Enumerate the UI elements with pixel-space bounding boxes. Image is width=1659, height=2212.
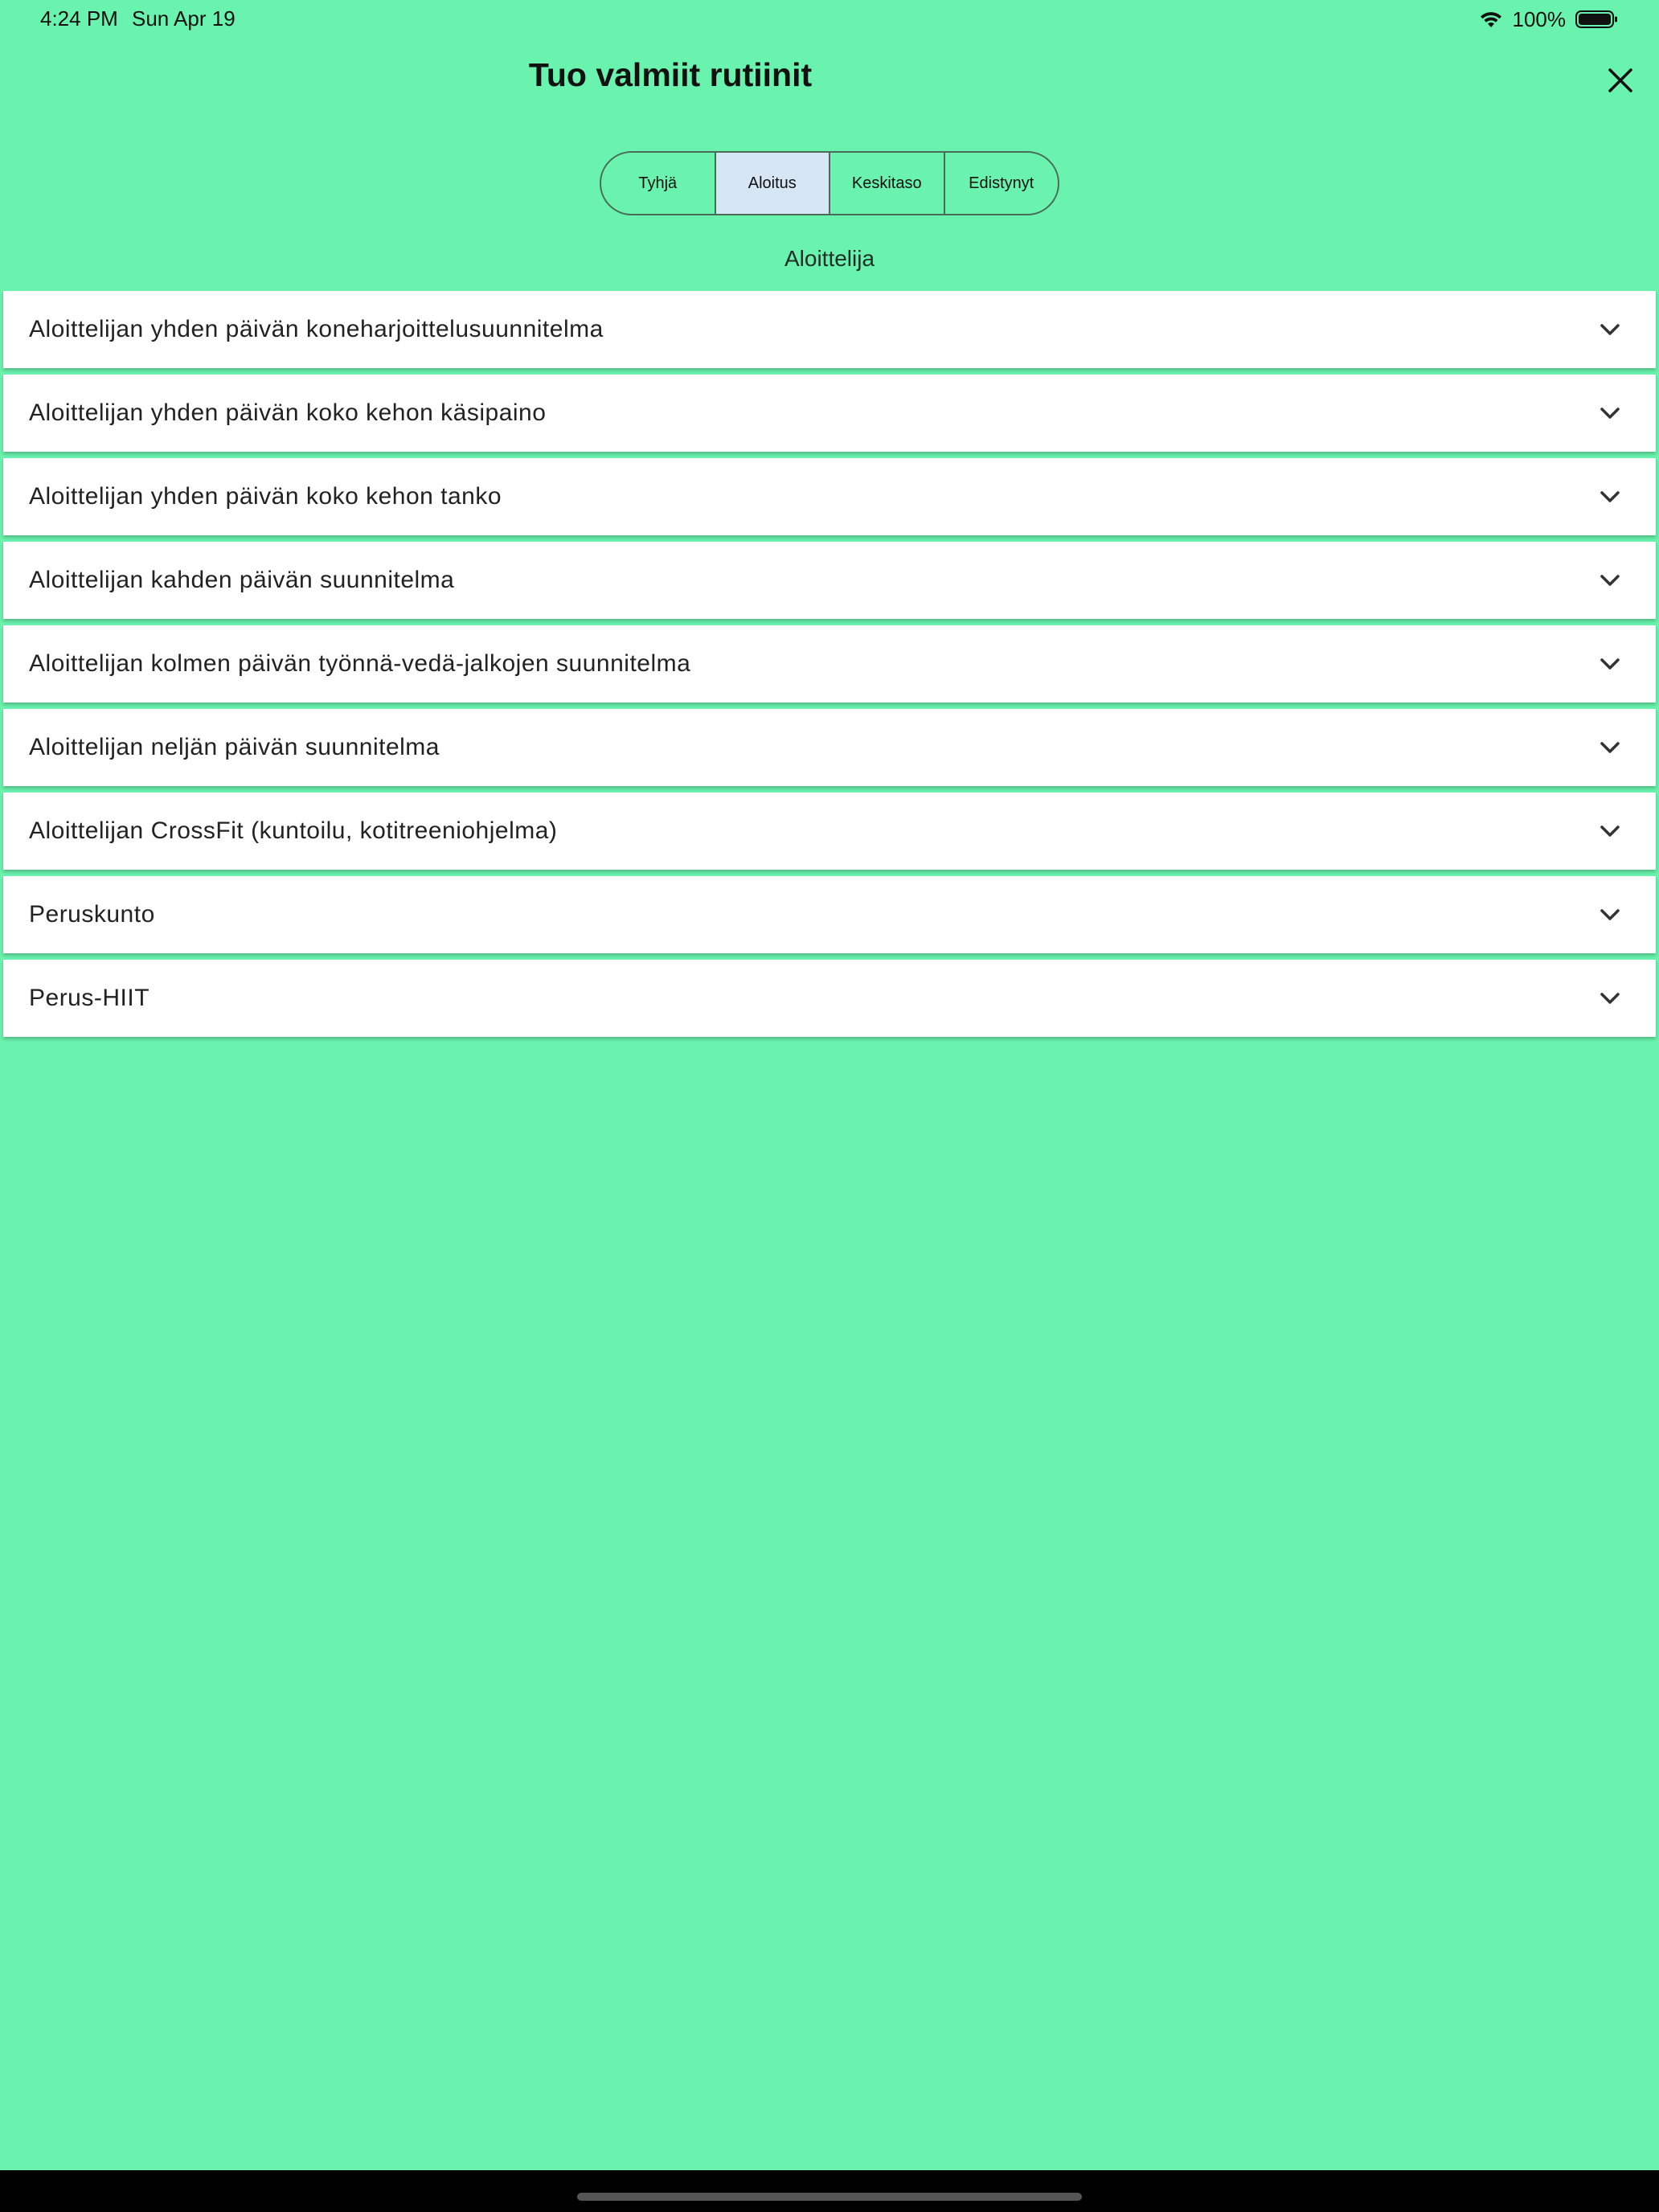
list-item[interactable] <box>3 458 1656 535</box>
level-segmented-control <box>600 151 1059 215</box>
section-label: Aloittelija <box>784 246 875 271</box>
routine-name: Aloittelijan yhden päivän koko kehon käsipaino <box>29 399 547 426</box>
routine-name: Peruskunto <box>29 901 155 928</box>
routine-name: Aloittelijan kolmen päivän työnnä-vedä-jalkojen suunnitelma <box>29 650 691 677</box>
close-icon <box>1607 67 1634 94</box>
routine-name: Aloittelijan CrossFit (kuntoilu, kotitreeniohjelma) <box>29 817 558 844</box>
battery-percentage: 100% <box>1512 6 1566 31</box>
chevron-down-icon[interactable] <box>1598 986 1622 1010</box>
routine-name: Aloittelijan kahden päivän suunnitelma <box>29 567 455 593</box>
chevron-down-icon[interactable] <box>1598 735 1622 760</box>
chevron-down-icon[interactable] <box>1598 652 1622 676</box>
list-item[interactable] <box>3 793 1656 870</box>
chevron-down-icon[interactable] <box>1598 485 1622 509</box>
routine-name: Aloittelijan neljän päivän suunnitelma <box>29 734 440 760</box>
battery-icon <box>1575 10 1619 29</box>
routine-name: Perus-HIIT <box>29 985 150 1011</box>
list-item[interactable] <box>3 709 1656 786</box>
routine-name: Aloittelijan yhden päivän koneharjoittelusuunnitelma <box>29 316 604 342</box>
chevron-down-icon[interactable] <box>1598 317 1622 342</box>
routine-list <box>3 291 1656 1043</box>
list-item[interactable] <box>3 375 1656 452</box>
close-button[interactable] <box>1600 59 1641 101</box>
chevron-down-icon[interactable] <box>1598 903 1622 927</box>
bottom-bar <box>0 2170 1659 2212</box>
list-item[interactable] <box>3 876 1656 953</box>
routine-name: Aloittelijan yhden päivän koko kehon tanko <box>29 483 502 510</box>
segment-edistynyt[interactable]: Edistynyt <box>944 153 1059 214</box>
segment-keskitaso[interactable]: Keskitaso <box>829 153 944 214</box>
chevron-down-icon[interactable] <box>1598 568 1622 592</box>
list-item[interactable] <box>3 291 1656 368</box>
list-item[interactable] <box>3 960 1656 1037</box>
status-indicators <box>1479 6 1620 32</box>
chevron-down-icon[interactable] <box>1598 401 1622 425</box>
segment-tyhja[interactable]: Tyhjä <box>638 174 678 192</box>
status-bar <box>0 0 1659 39</box>
page-title: Tuo valmiit rutiinit <box>528 56 813 93</box>
chevron-down-icon[interactable] <box>1598 819 1622 843</box>
list-item[interactable] <box>3 542 1656 619</box>
wifi-icon <box>1479 10 1503 29</box>
list-item[interactable] <box>3 625 1656 703</box>
segment-aloitus[interactable]: Aloitus <box>715 153 830 214</box>
status-date: Sun Apr 19 <box>132 6 236 31</box>
home-indicator[interactable] <box>577 2193 1082 2201</box>
status-time: 4:24 PM <box>40 6 118 31</box>
